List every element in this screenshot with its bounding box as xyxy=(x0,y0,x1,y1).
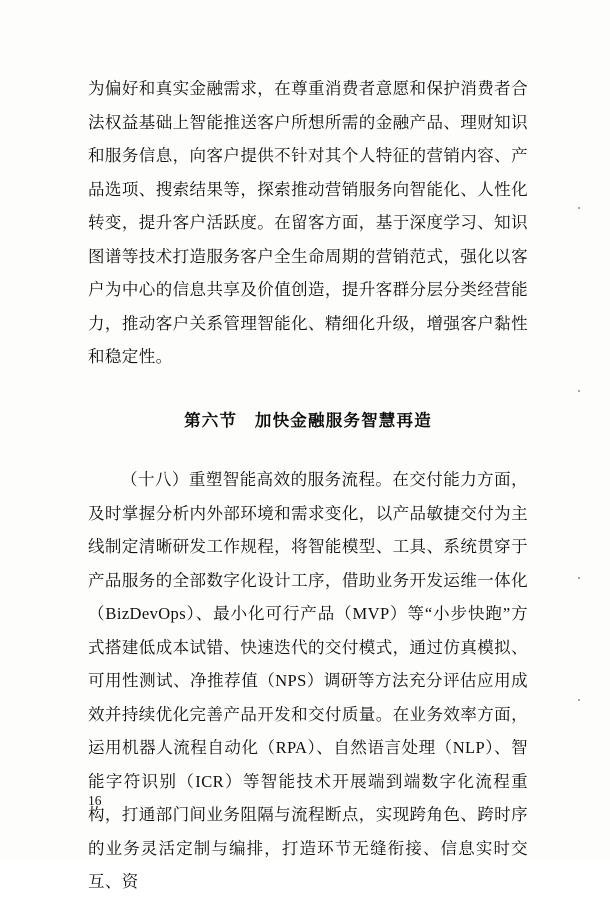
margin-speck-icon xyxy=(578,699,580,701)
body-paragraph-item-18: （十八）重塑智能高效的服务流程。在交付能力方面，及时掌握分析内外部环境和需求变化，以产品敏捷交付为主线制定清晰研发工作规程，将智能模型、工具、系统贯穿于产品服务的全部数字化设计工序，借助业务开发运维一体化（BizDevOps）、最小化可行产品（MVP）等“小步快跑”方式搭建低成本试错、快速迭代的交付模式，通过仿真模拟、可用性测试、净推荐值（NPS）调研等方法充分评估应用成效并持续优化完善产品开发和交付质量。在业务效率方面，运用机器人流程自动化（RPA）、自然语言处理（NLP）、智能字符识别（ICR）等智能技术开展端到端数字化流程重构，打通部门间业务阻隔与流程断点，实现跨角色、跨时序的业务灵活定制与编排，打造环节无缝衔接、信息实时交互、资 xyxy=(88,470,528,891)
margin-speck-icon xyxy=(578,577,580,579)
margin-speck-icon xyxy=(578,207,580,209)
body-paragraph-continued: 为偏好和真实金融需求，在尊重消费者意愿和保护消费者合法权益基础上智能推送客户所想所需的金融产品、理财知识和服务信息，向客户提供不针对其个人特征的营销内容、产品选项、搜索结果等，探索推动营销服务向智能化、人性化转变，提升客户活跃度。在留客方面，基于深度学习、知识图谱等技术打造服务客户全生命周期的营销范式，强化以客户为中心的信息共享及价值创造，提升客群分层分类经营能力，推动客户关系管理智能化、精细化升级，增强客户黏性和稳定性。 xyxy=(88,79,528,366)
spacer xyxy=(88,374,528,404)
page-number: 16 xyxy=(88,793,102,808)
page-content xyxy=(88,72,528,899)
section-heading: 第六节 加快金融服务智慧再造 xyxy=(184,410,432,430)
margin-speck-icon xyxy=(578,390,580,392)
spacer xyxy=(88,437,528,463)
